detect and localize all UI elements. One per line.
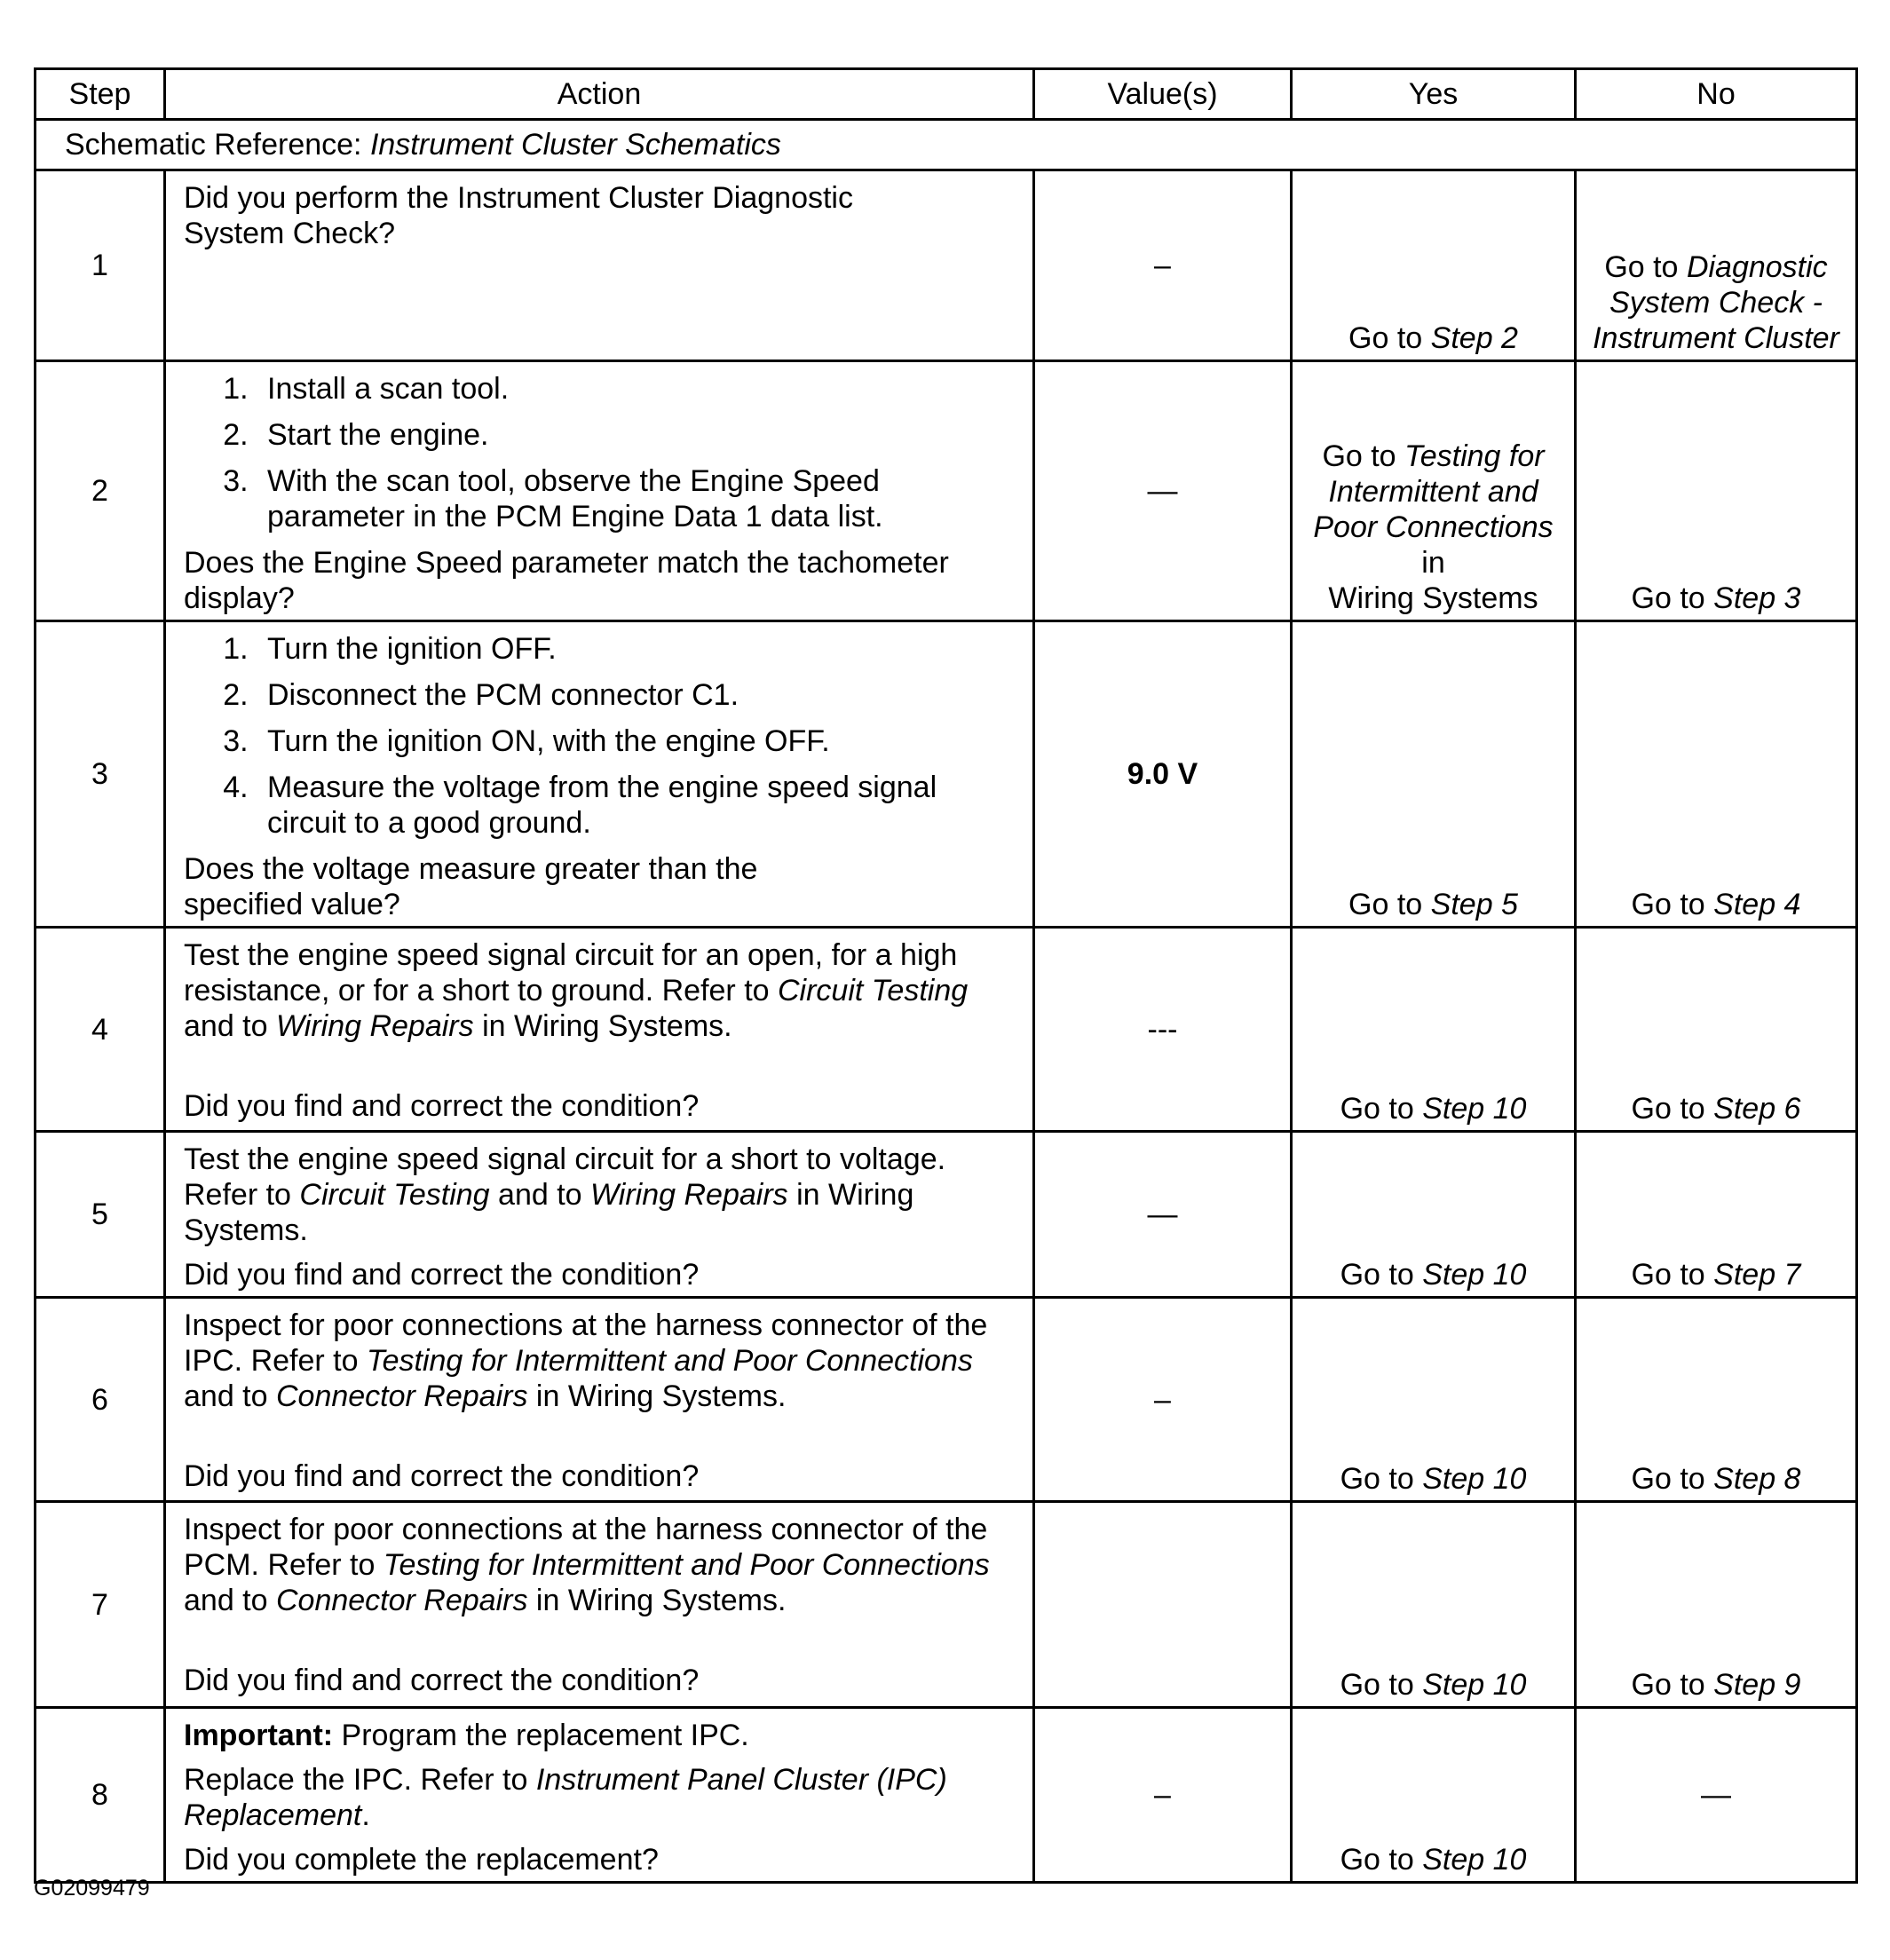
value-cell: – [1034, 1708, 1292, 1883]
table-row [36, 1502, 1857, 1708]
header-values: Value(s) [1034, 69, 1292, 120]
action-cell [165, 1708, 1034, 1883]
value-cell: --- [1034, 928, 1292, 1132]
step-number: 5 [36, 1132, 165, 1298]
value-cell [1034, 1502, 1292, 1708]
important-text: Program the replacement IPC. [341, 1719, 749, 1752]
yes-link: Step 10 [1422, 1092, 1527, 1126]
no-link: Step 3 [1713, 581, 1801, 615]
step-number: 4 [36, 928, 165, 1132]
action-cell [165, 1502, 1034, 1708]
schematic-row [36, 120, 1857, 170]
action-text [184, 1762, 1016, 1833]
header-action: Action [165, 69, 1034, 120]
yes-cell [1292, 1132, 1576, 1298]
action-step-item: 2. Disconnect the PCM connector C1. [257, 677, 1016, 713]
action-text-part: Inspect for poor connections at the harness connector of the PCM. Refer to [184, 1513, 988, 1582]
no-link: Step 8 [1713, 1462, 1801, 1496]
action-text-part: . [361, 1798, 370, 1832]
no-link: Step 4 [1713, 888, 1801, 921]
action-ref-link: Connector Repairs [275, 1379, 528, 1413]
action-step-item: 3. With the scan tool, observe the Engine Speed parameter in the PCM Engine Data 1 data list. [257, 463, 1016, 534]
action-question: Did you perform the Instrument Cluster Diagnostic System Check? [184, 181, 853, 250]
yes-prefix: Go to [1340, 1092, 1414, 1126]
table-row [36, 361, 1857, 621]
action-question: Did you complete the replacement? [184, 1843, 659, 1877]
no-cell [1576, 621, 1857, 928]
table-row [36, 621, 1857, 928]
action-text-part: Test the engine speed signal circuit for an open, for a high resistance, or for a short to ground. Refer to [184, 938, 958, 1008]
no-link: Step 9 [1713, 1668, 1801, 1702]
action-cell [165, 621, 1034, 928]
action-text-part: in Wiring Systems. [535, 1584, 787, 1617]
action-step-item: 1. Install a scan tool. [257, 371, 1016, 407]
action-step-item: 4. Measure the voltage from the engine speed signal circuit to a good ground. [257, 770, 1016, 841]
action-cell [165, 1298, 1034, 1502]
value-cell: — [1034, 361, 1292, 621]
no-cell [1576, 1502, 1857, 1708]
step-number: 3 [36, 621, 165, 928]
action-text-part: and to [184, 1009, 268, 1043]
no-link: Step 6 [1713, 1092, 1801, 1126]
action-cell [165, 170, 1034, 361]
action-question: Did you find and correct the condition? [184, 1459, 700, 1493]
no-cell [1576, 1298, 1857, 1502]
yes-link: Step 10 [1422, 1258, 1527, 1292]
schematic-link: Instrument Cluster Schematics [369, 128, 781, 162]
action-text-part: Replace the IPC. Refer to [184, 1763, 528, 1797]
action-ref-link: Testing for Intermittent and Poor Connections [366, 1344, 973, 1378]
no-cell [1576, 1132, 1857, 1298]
no-link: Diagnostic System Check - Instrument Cluster [1593, 250, 1839, 355]
no-prefix: Go to [1631, 581, 1705, 615]
action-question: Does the Engine Speed parameter match the tachometer display? [184, 546, 949, 615]
yes-suffix-wiring: Wiring Systems [1328, 581, 1538, 615]
yes-link: Step 10 [1422, 1668, 1527, 1702]
action-text-part: in Wiring Systems. [535, 1379, 787, 1413]
action-text-part: Test the engine speed signal circuit for a short to voltage. Refer to [184, 1142, 946, 1212]
action-ref-link: Circuit Testing [778, 974, 969, 1008]
action-text-part: and to [498, 1178, 582, 1212]
action-step-item: 2. Start the engine. [257, 417, 1016, 453]
diagnostic-table [34, 67, 1858, 1884]
action-ref-link: Wiring Repairs [275, 1009, 474, 1043]
action-text [184, 1308, 1016, 1414]
yes-cell [1292, 361, 1576, 621]
action-question: Did you find and correct the condition? [184, 1664, 700, 1697]
action-ref-link: Testing for Intermittent and Poor Connections [383, 1548, 990, 1582]
no-prefix: Go to [1604, 250, 1679, 284]
schematic-label: Schematic Reference: [65, 128, 362, 162]
yes-prefix: Go to [1340, 1462, 1414, 1496]
step-number: 2 [36, 361, 165, 621]
yes-suffix-in: in [1421, 546, 1445, 580]
yes-cell [1292, 1298, 1576, 1502]
step-number: 7 [36, 1502, 165, 1708]
action-text-part: and to [184, 1584, 268, 1617]
no-cell [1576, 928, 1857, 1132]
header-row [36, 69, 1857, 120]
action-text [184, 937, 1016, 1044]
yes-prefix: Go to [1348, 888, 1423, 921]
yes-link: Testing for Intermittent and Poor Connections [1313, 439, 1554, 544]
yes-prefix: Go to [1340, 1258, 1414, 1292]
action-question: Did you find and correct the condition? [184, 1089, 700, 1123]
yes-link: Step 5 [1430, 888, 1518, 921]
action-text [184, 1142, 1016, 1248]
table-row [36, 1708, 1857, 1883]
no-prefix: Go to [1631, 888, 1705, 921]
action-step-item: 1. Turn the ignition OFF. [257, 631, 1016, 667]
action-text-part: in Wiring Systems. [482, 1009, 732, 1043]
action-steps [184, 371, 1016, 534]
action-text-part: and to [184, 1379, 268, 1413]
table-row [36, 1298, 1857, 1502]
action-ref-link: Instrument Panel Cluster (IPC) Replacement [184, 1763, 947, 1832]
schematic-reference [36, 120, 1857, 170]
no-cell: — [1576, 1708, 1857, 1883]
step-number: 8 [36, 1708, 165, 1883]
yes-prefix: Go to [1348, 321, 1423, 355]
yes-cell [1292, 170, 1576, 361]
important-label: Important: [184, 1719, 334, 1752]
no-cell [1576, 170, 1857, 361]
yes-link: Step 2 [1430, 321, 1518, 355]
yes-prefix: Go to [1340, 1668, 1414, 1702]
action-cell [165, 361, 1034, 621]
table-row [36, 928, 1857, 1132]
action-steps [184, 631, 1016, 841]
action-ref-link: Connector Repairs [275, 1584, 528, 1617]
yes-link: Step 10 [1422, 1843, 1527, 1877]
yes-cell [1292, 1708, 1576, 1883]
header-step: Step [36, 69, 165, 120]
action-cell [165, 1132, 1034, 1298]
table-row [36, 170, 1857, 361]
yes-cell [1292, 928, 1576, 1132]
action-text-part: in Wiring Systems. [184, 1178, 914, 1247]
action-question: Does the voltage measure greater than the specified value? [184, 852, 758, 921]
yes-cell [1292, 621, 1576, 928]
yes-link: Step 10 [1422, 1462, 1527, 1496]
value-cell: — [1034, 1132, 1292, 1298]
important-note [184, 1718, 1016, 1753]
value-cell: – [1034, 170, 1292, 361]
no-prefix: Go to [1631, 1668, 1705, 1702]
no-cell [1576, 361, 1857, 621]
action-question: Did you find and correct the condition? [184, 1258, 700, 1292]
step-number: 6 [36, 1298, 165, 1502]
action-step-item: 3. Turn the ignition ON, with the engine OFF. [257, 723, 1016, 759]
action-ref-link: Circuit Testing [299, 1178, 490, 1212]
value-cell: – [1034, 1298, 1292, 1502]
header-no: No [1576, 69, 1857, 120]
yes-cell [1292, 1502, 1576, 1708]
action-text-part: Inspect for poor connections at the harness connector of the IPC. Refer to [184, 1308, 988, 1378]
no-prefix: Go to [1631, 1092, 1705, 1126]
step-number: 1 [36, 170, 165, 361]
figure-id: G02099479 [34, 1876, 150, 1901]
value-cell: 9.0 V [1034, 621, 1292, 928]
no-prefix: Go to [1631, 1258, 1705, 1292]
action-ref-link: Wiring Repairs [590, 1178, 788, 1212]
action-cell [165, 928, 1034, 1132]
yes-prefix: Go to [1340, 1843, 1414, 1877]
no-link: Step 7 [1713, 1258, 1801, 1292]
table-row [36, 1132, 1857, 1298]
no-prefix: Go to [1631, 1462, 1705, 1496]
action-text [184, 1512, 1016, 1618]
yes-prefix: Go to [1322, 439, 1396, 473]
header-yes: Yes [1292, 69, 1576, 120]
